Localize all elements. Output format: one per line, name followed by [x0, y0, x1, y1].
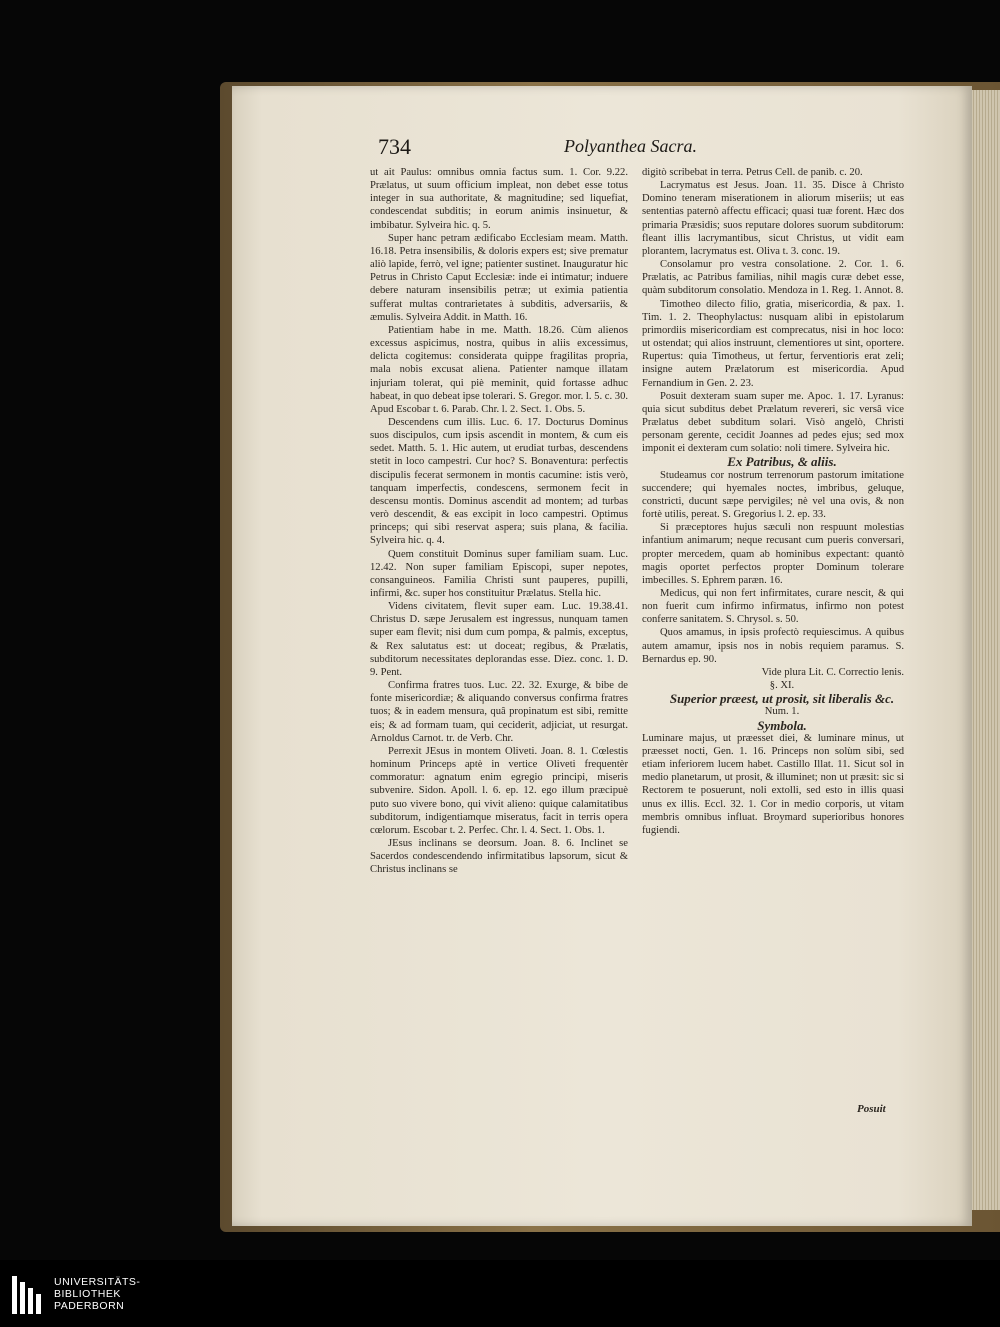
paragraph: ut ait Paulus: omnibus omnia factus sum. 1. Cor. 9.22. Prælatus, ut suum officium impleat, non debet esse totus integer in sua authoritate, & magnitudine; sed liquefiat, condescendat subditis; in eorum animis insinuetur, & imbibatur. Sylveira hic. q. 5.: [370, 167, 628, 231]
paragraph: Super hanc petram ædificabo Ecclesiam meam. Matth. 16.18. Petra insensibilis, & doloris expers est; sive prematur aliò lapide, ferrò, vel igne; patienter sustinet. Inauguratur hic Petrus in Christo Caput Ecclesiæ: inde ei intimatur; induere debere naturam insensibilis petræ; ut eximia patientia sufferat multas contrarietates à subditis, adversariis, & æmulis. Sylveira Addit. in Matth. 16.: [370, 232, 628, 323]
paragraph: Consolamur pro vestra consolatione. 2. Cor. 1. 6. Prælatis, ac Patribus familias, nihil magis curæ debet esse, quàm subditorum consolatio. Mendoza in 1. Reg. 1. Annot. 8.: [642, 259, 904, 297]
paragraph: Perrexit JEsus in montem Oliveti. Joan. 8. 1. Cœlestis hominum Princeps aptè in vertice Oliveti frequentèr commoratur: agnatum enim egregio principi, miseris subvenire. Sidon. Apoll. l. 6. ep. 12. ego illum præcipuè puto suo vivere bono, qui vivit alieno: quique calamitatibus subditorum, indigentiamque miseratus, facit in terris opera cœlorum. Escobar t. 2. Perfec. Chr. l. 4. Sect. 1. Obs. 1.: [370, 745, 628, 836]
paragraph: JEsus inclinans se deorsum. Joan. 8. 6. Inclinet se Sacerdos condescendendo infirmitatibus lapsorum, sicut & Christus inclinans se: [370, 837, 628, 876]
footer-bar: [0, 1260, 1000, 1327]
paragraph: Quos amamus, in ipsis profectò requiescimus. A quibus autem amamur, ipsis nos in nobis requiem paramus. S. Bernardus ep. 90.: [642, 627, 904, 665]
paragraph: Timotheo dilecto filio, gratia, misericordia, & pax. 1. Tim. 1. 2. Theophylactus: nusquam alibi in epistolarum primordiis misericordiam est comprecatus, nisi in hoc loco: ut ostendat; qui alios instruunt, clementiores ut sint, oportere. Rupertus: quia Timotheus, ut fertur, ferventioris erat zeli; insigne autem Prælatorum est misericordia. Apud Fernandium in Gen. 2. 23.: [642, 298, 904, 389]
library-name-line: PADERBORN: [54, 1300, 125, 1312]
library-name: [54, 1276, 140, 1312]
paragraph: digitò scribebat in terra. Petrus Cell. de panib. c. 20.: [642, 167, 863, 178]
paragraph: Descendens cum illis. Luc. 6. 17. Docturus Dominus suos discipulos, cum ipsis ascendit in montem, & cum eis sedet. Matth. 5. 1. Hic autem, ut erudiat turbas, descendens stetit in loco campestri. Cur hoc? S. Bonaventura: perfectis discipulis fecerat sermonem in montis cacumine: istis verò, tanquam imperfectis, condescens, sermonem fecit in descensu montis. Dominus ascendit ad montem; ad turbas verò descendit, & eas excipit in loco campestri. Optimus princeps; qui sibi reservat aspera; suis plana, & facilia. Sylveira hic. q. 4.: [370, 416, 628, 547]
cross-reference: Vide plura Lit. C. Correctio lenis.: [761, 666, 904, 678]
page-number: 734: [378, 134, 411, 159]
left-column: [370, 166, 628, 876]
section-number: Num. 1.: [764, 706, 800, 718]
running-head: [378, 134, 938, 164]
section-heading: Ex Patribus, & aliis.: [727, 454, 837, 470]
paragraph: Si præceptores hujus sæculi non respuunt molestias infantium animarum; neque recusant cum pueris conversari, propter mercedem, quam ab hominibus expectant: quantò magis oportet perfectos propter Dominum tolerare imbecilles. S. Ephrem paræn. 16.: [642, 522, 904, 586]
running-title: Polyanthea Sacra.: [564, 136, 697, 156]
library-name-line: BIBLIOTHEK: [54, 1288, 121, 1300]
section-title: Superior præest, ut prosit, sit liberalis &c.: [669, 691, 895, 707]
section-mark: §. XI.: [769, 680, 795, 692]
paragraph: Confirma fratres tuos. Luc. 22. 32. Exurge, & bibe de fonte misericordiæ; & aliquando conversus confirma fratres tuos; & in eadem mensura, quâ propinatum est sibi, remitte eis; & ad formam tuam, qui ceciderit, adjiciat, ut resurgat. Arnoldus Carnot. tr. de Verb. Chr.: [370, 680, 628, 744]
paragraph: Lacrymatus est Jesus. Joan. 11. 35. Disce à Christo Domino teneram miserationem in aliorum miseriis; ut eas sententias paternò affectu efficaci; quasi tuæ forent. Hæc dos primaria Præsidis; suos reputare dolores suorum subditorum: fleant illis lacrymantibus, sicut Christus, ut vidit eam plorantem, lacrymatus est. Oliva t. 3. conc. 19.: [642, 180, 904, 257]
library-name-line: UNIVERSITÄTS-: [54, 1276, 141, 1288]
paragraph: Videns civitatem, flevit super eam. Luc. 19.38.41. Christus D. sæpe Jerusalem est ingressus, nunquam tamen super eam flevit; nisi dum cum pompa, & palmis, exceptus, & Rex salutatus est: ut doceat; regibus, & Prælatis, subditorum necessitates deplorandas esse. Diez. conc. 1. D. 9. Pent.: [370, 601, 628, 678]
paragraph: Patientiam habe in me. Matth. 18.26. Cùm alienos excessus aspicimus, nostra, quibus in aliis excessimus, delicta cogitemus: considerata quippe fragilitas propria, mala nobis excusat aliena. Patienter namque illatam injuriam tolerat, qui piè meminit, quid fortasse adhuc habeat, in quo debeat ipse tolerari. S. Gregor. mor. l. 5. c. 30. Apud Escobar t. 6. Parab. Chr. l. 2. Sect. 1. Obs. 5.: [370, 324, 629, 415]
library-logo-icon: [12, 1276, 46, 1314]
right-column: [642, 166, 904, 837]
paragraph: Quem constituit Dominus super familiam suam. Luc. 12.42. Non super familiam Episcopi, super nepotes, consanguineos. Familia Christi sunt pauperes, pupilli, infirmi, &c. super hos constituitur Prælatus. Stella hic.: [370, 548, 628, 599]
paragraph: Posuit dexteram suam super me. Apoc. 1. 17. Lyranus: quia sicut subditus debet Prælatum revereri, sic versâ vice Prælatus debet subditum solari. Visò angelò, Christi personam gerente, cecidit Joannes ad pedes ejus; sed mox imponit ei dexteram cum solatio: noli timere. Sylveira hic.: [642, 390, 904, 455]
section-heading: Symbola.: [757, 717, 807, 733]
catchword: Posuit: [857, 1103, 886, 1115]
paragraph: Medicus, qui non fert infirmitates, curare nescit, & qui non fuerit cum infirmo infirmatus, infirmo non potest conferre sanitatem. S. Chrysol. s. 50.: [642, 588, 904, 626]
paragraph: Luminare majus, ut præesset diei, & luminare minus, ut præesset nocti, Gen. 1. 16. Princeps non solùm sibi, sed etiam inferiorem lucem habet. Castillo Illat. 11. Sicut sol in medio planetarum, ut prosit, & illuminet; non ut præsit: sic si Rectorem te posuerunt, noli extolli, sed esto in illis quasi unus ex illis. Eccl. 32. 1. Cor in medio corporis, ut vitam membris omnibus influat. Broymard superioribus honores fugiendi.: [642, 732, 904, 836]
paragraph: Studeamus cor nostrum terrenorum pastorum imitatione succendere; qui hyemales noctes, imbribus, geluque, constricti, ducunt sæpe pervigiles; nè vel una ovis, & non fortè utilis, pereat. S. Gregorius l. 2. ep. 33.: [642, 469, 904, 521]
